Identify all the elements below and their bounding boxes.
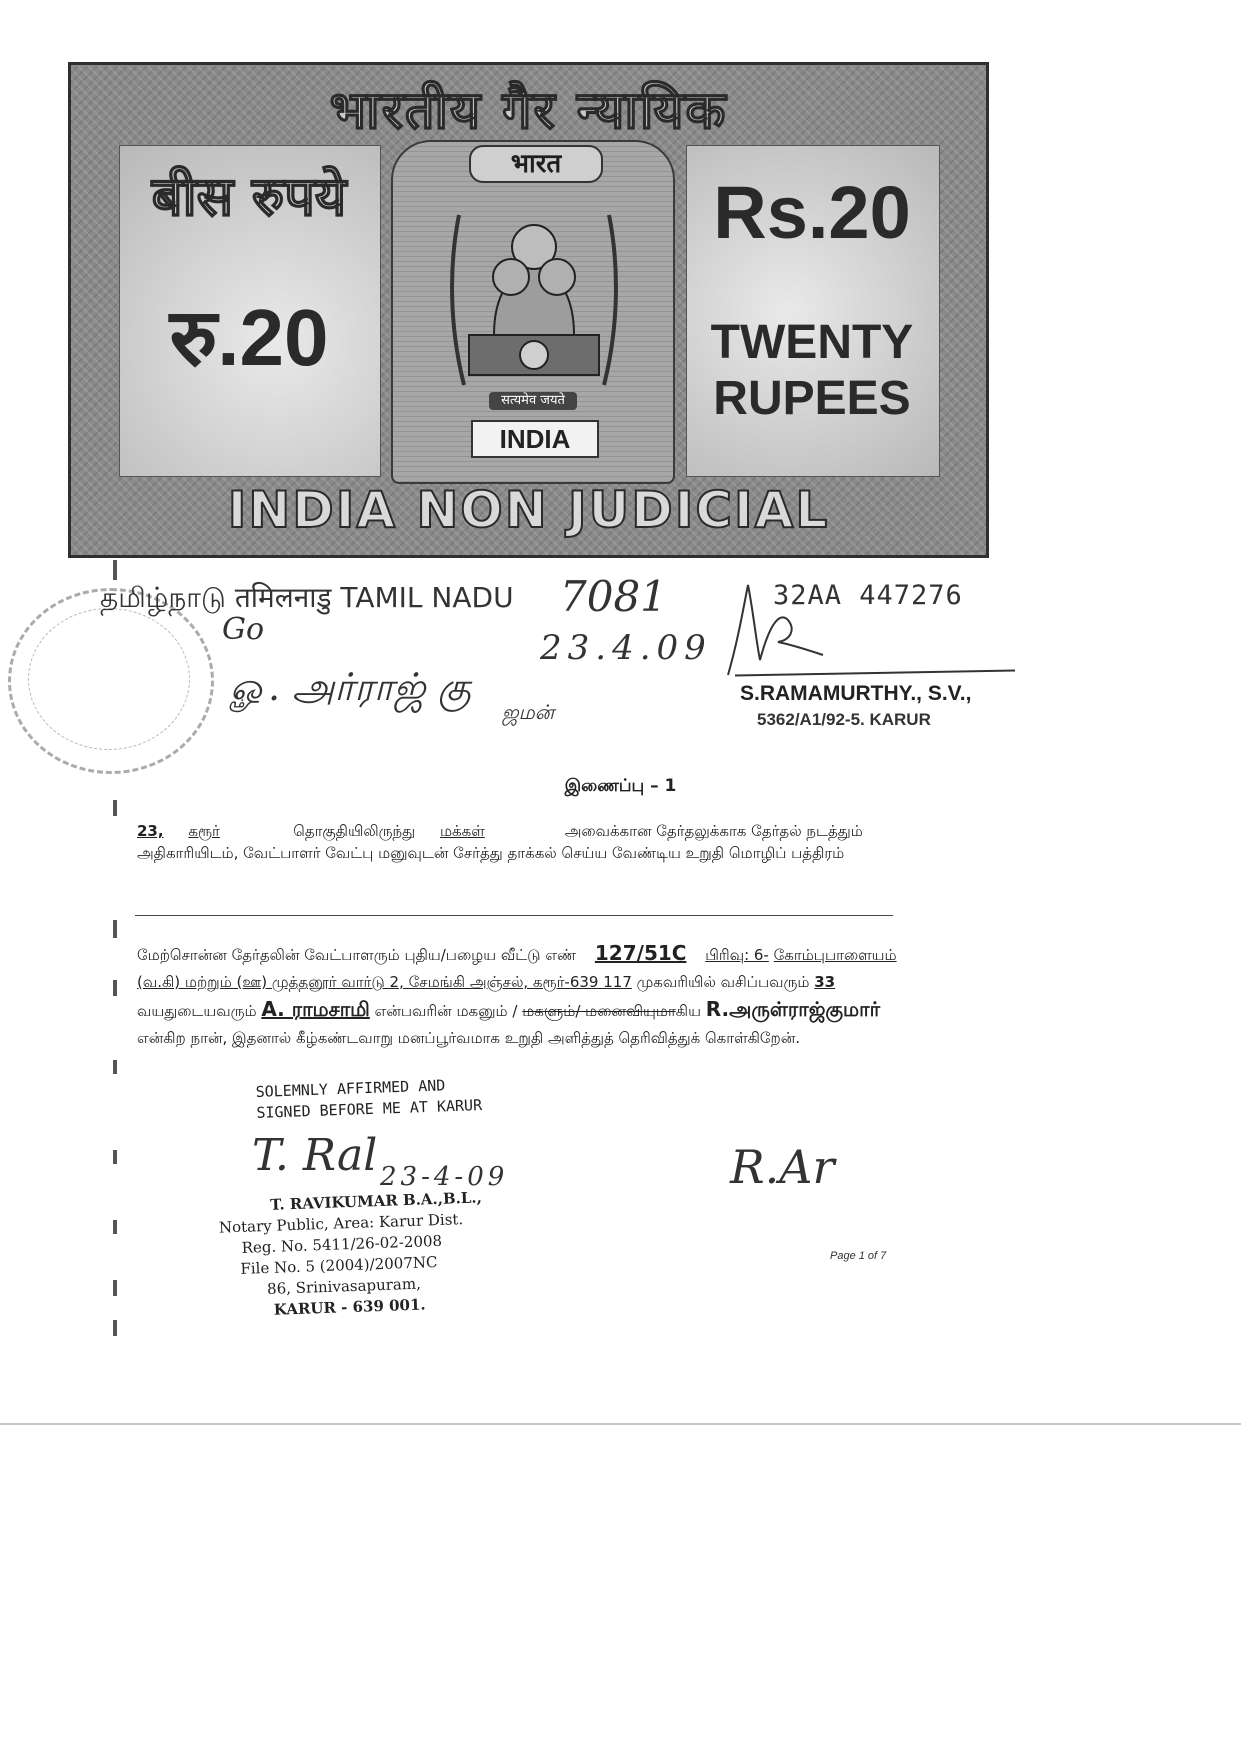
round-seal-inner-ring (28, 608, 190, 750)
door-number: 127/51C (594, 941, 687, 965)
para2-text4: வயதுடையவரும் (137, 1002, 257, 1020)
struck-text: மகளும்/ மனைவியுமா (522, 1002, 676, 1020)
stamp-left-hindi-value: बीस रुपये (151, 165, 347, 228)
affidavit-heading-paragraph (137, 820, 897, 864)
scan-page-edge (0, 1423, 1241, 1425)
handwritten-stamp-number: 7081 (560, 572, 667, 621)
vendor-signature-icon (718, 580, 828, 680)
constituency-number: 23, (137, 822, 164, 840)
state-name-line: தமிழ்நாடு तमिलनाडु TAMIL NADU (100, 581, 514, 614)
notary-title: Notary Public, Area: Karur Dist. (218, 1210, 464, 1237)
handwritten-stamp-date: 23.4.09 (540, 628, 712, 668)
section-divider (135, 915, 893, 916)
deponent-signature: R.Ar (730, 1140, 835, 1194)
para2-text2: பிரிவு: 6- (705, 946, 769, 964)
notary-name: T. RAVIKUMAR B.A.,B.L., (269, 1188, 483, 1214)
candidate-age: 33 (814, 973, 836, 991)
notary-seal (218, 1187, 486, 1322)
stamp-right-value: Rs.20 (713, 171, 911, 254)
stamp-words-line2: RUPEES (713, 372, 911, 425)
affirmation-line2: SIGNED BEFORE ME AT KARUR (256, 1096, 483, 1122)
para1-text1: தொகுதியிலிருந்து (293, 822, 416, 840)
para2-text3: முகவரியில் வசிப்பவரும் (636, 973, 810, 991)
candidate-name: R.அருள்ராஜ்குமார் (705, 997, 881, 1021)
annex-title: இணைப்பு – 1 (564, 776, 677, 796)
stamp-left-value: रु.20 (169, 293, 329, 382)
margin-mark (113, 980, 117, 996)
stamp-serial-number: 32AA 447276 (773, 580, 963, 611)
residential-address: கோம்புபாளையம் (வ.கி) மற்றும் (ஊ) முத்தனூர் வார்டு 2, சேமங்கி அஞ்சல், கரூர்-639 117 (137, 946, 897, 991)
notary-file-number: File No. 5 (2004)/2007NC (240, 1253, 438, 1278)
emblem-top-label: भारत (469, 145, 603, 183)
margin-mark (113, 1150, 117, 1164)
stamp-paper (68, 62, 989, 558)
margin-mark (113, 1320, 117, 1336)
stamp-bottom-text: INDIA NON JUDICIAL (227, 481, 830, 539)
margin-mark (113, 1280, 117, 1296)
father-name: A. ராமசாமி (261, 997, 370, 1021)
stamp-vendor-registration: 5362/A1/92-5. KARUR (757, 710, 931, 729)
affidavit-declaration-paragraph (137, 940, 897, 1052)
para2-text7: என்கிற நான், இதனால் கீழ்கண்டவாறு மனப்பூர்வமாக உறுதி அளித்துத் தெரிவித்துக் கொள்கிறேன். (137, 1029, 801, 1047)
stamp-right-words (686, 315, 938, 427)
affirmation-line1: SOLEMNLY AFFIRMED AND (255, 1076, 446, 1101)
stamp-words-line1: TWENTY (710, 316, 914, 369)
house-name: மக்கள் (439, 822, 485, 840)
margin-mark (113, 800, 117, 816)
lion-capital-emblem-icon (449, 185, 619, 395)
margin-mark (113, 920, 117, 938)
margin-mark (113, 560, 117, 580)
notary-signature-date: 23-4-09 (380, 1162, 509, 1192)
handwritten-purchaser-note: ஜமன் (502, 700, 555, 724)
stamp-top-hindi-text: भारतीय गैर न्यायिक (329, 81, 728, 141)
margin-mark (113, 1060, 117, 1074)
notary-signature: T. Ral (252, 1130, 378, 1181)
margin-mark (113, 1220, 117, 1234)
handwritten-purchaser-name: ௐ. அர்ராஜ் கு (230, 665, 472, 709)
stamp-vendor-name: S.RAMAMURTHY., S.V., (740, 682, 972, 705)
para1-text2: அவைக்கான தேர்தலுக்காக தேர்தல் நடத்தும் அதிகாரியிடம், வேட்பாளர் வேட்பு மனுவுடன் சேர்த்து தாக்கல் செய்ய வேண்டிய உறுதி மொழிப் பத்திரம் (137, 822, 863, 862)
para2-text6: கிய (675, 1002, 701, 1020)
constituency-name: கரூர் (188, 822, 220, 840)
notary-address-line1: 86, Srinivasapuram, (266, 1274, 422, 1298)
page-number: Page 1 of 7 (830, 1250, 887, 1262)
emblem-motto: सत्यमेव जयते (489, 392, 577, 410)
para2-text5: என்பவரின் மகனும் / (374, 1002, 518, 1020)
para2-text1: மேற்சொன்ன தேர்தலின் வேட்பாளரும் புதிய/பழைய வீட்டு எண் (137, 946, 577, 964)
notary-registration: Reg. No. 5411/26-02-2008 (241, 1231, 443, 1257)
emblem-india-label: INDIA (471, 420, 599, 458)
notary-affirmation-stamp (255, 1074, 482, 1124)
handwritten-note: Go (222, 612, 265, 647)
notary-address-line2: KARUR - 639 001. (273, 1295, 426, 1319)
